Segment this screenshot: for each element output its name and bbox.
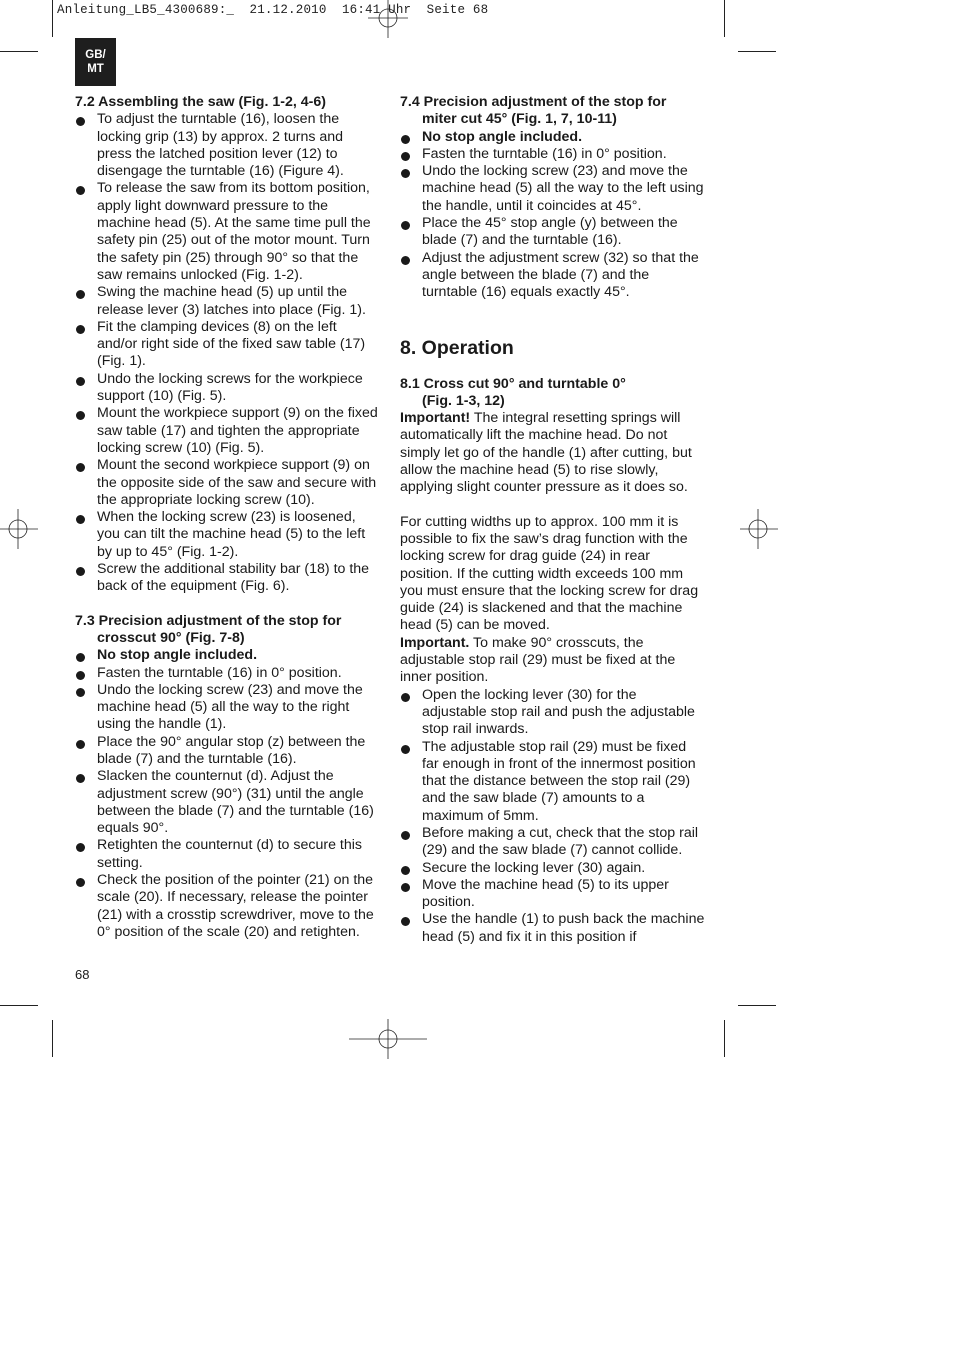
list-item: Slacken the counternut (d). Adjust the adjustment screw (90°) (31) until the angle between the blade (7) and the turntable (16) equals 90°. — [75, 768, 380, 837]
section-7-4-heading — [400, 94, 705, 129]
list-item: Place the 45° stop angle (y) between the blade (7) and the turntable (16). — [400, 215, 705, 250]
important-note-2 — [400, 635, 705, 687]
list-item: Adjust the adjustment screw (32) so that the angle between the blade (7) and the turntable (16) equals exactly 45°. — [400, 250, 705, 302]
list-item: To adjust the turntable (16), loosen the locking grip (13) by approx. 2 turns and press the latched position lever (12) to disengage the turntable (16) (Figure 4). — [75, 111, 380, 180]
list-item: Open the locking lever (30) for the adjustable stop rail and push the adjustable stop rail inwards. — [400, 687, 705, 739]
crop-mark — [0, 1005, 38, 1006]
list-item: To release the saw from its bottom position, apply light downward pressure to the machine head (5). At the same time pull the safety pin (25) out of the motor mount. Turn the safety pin (25) through 90° so that the saw remains unlocked (Fig. 1-2). — [75, 180, 380, 284]
section-7-3-heading-line1: 7.3 Precision adjustment of the stop for — [75, 612, 342, 629]
section-7-4-heading-line1: 7.4 Precision adjustment of the stop for — [400, 94, 667, 110]
important-text: To make 90° crosscuts, the adjustable stop rail (29) must be fixed at the inner position. — [400, 634, 676, 686]
list-item: Fasten the turntable (16) in 0° position. — [75, 665, 380, 682]
right-column — [400, 94, 705, 946]
section-7-2-heading: 7.2 Assembling the saw (Fig. 1-2, 4-6) — [75, 94, 326, 110]
drag-guide-paragraph: For cutting widths up to approx. 100 mm it is possible to fix the saw’s drag function with the locking screw for drag guide (24) in rear position. If the cutting width exceeds 100 mm you must ensure that the locking screw for drag guide (24) is slackened and that the machine head (5) can be moved. — [400, 513, 699, 634]
registration-mark-icon — [738, 509, 778, 549]
left-column — [75, 94, 380, 941]
crop-mark — [738, 51, 776, 52]
important-label: Important. — [400, 634, 470, 651]
crop-mark — [0, 51, 38, 52]
list-item: No stop angle included. — [75, 647, 380, 664]
list-item: Screw the additional stability bar (18) to the back of the equipment (Fig. 6). — [75, 561, 380, 596]
important-note-1 — [400, 410, 705, 496]
section-8-1-list — [400, 687, 705, 946]
registration-mark-icon — [368, 0, 408, 40]
section-7-4-heading-line2: miter cut 45° (Fig. 1, 7, 10-11) — [422, 111, 617, 128]
crop-mark — [738, 1005, 776, 1006]
list-item: Undo the locking screw (23) and move the machine head (5) all the way to the right using the handle (1). — [75, 682, 380, 734]
list-item: Fit the clamping devices (8) on the left and/or right side of the fixed saw table (17) (Fig. 1). — [75, 319, 380, 371]
section-8-heading: 8. Operation — [400, 336, 514, 359]
crop-mark — [724, 1020, 725, 1057]
language-badge — [75, 38, 116, 86]
list-item: Before making a cut, check that the stop rail (29) and the saw blade (7) cannot collide. — [400, 825, 705, 860]
list-item: When the locking screw (23) is loosened, you can tilt the machine head (5) to the left by up to 45° (Fig. 1-2). — [75, 509, 380, 561]
list-item: Secure the locking lever (30) again. — [400, 860, 705, 877]
list-item: Undo the locking screws for the workpiece support (10) (Fig. 5). — [75, 371, 380, 406]
section-8-1-heading-line2: (Fig. 1-3, 12) — [422, 392, 505, 409]
section-7-3-heading — [75, 613, 380, 648]
list-item: Use the handle (1) to push back the machine head (5) and fix it in this position if — [400, 911, 705, 946]
crop-mark — [52, 0, 53, 37]
list-item: Swing the machine head (5) up until the release lever (3) latches into place (Fig. 1). — [75, 284, 380, 319]
registration-mark-icon — [0, 509, 40, 549]
important-label: Important! — [400, 410, 471, 427]
crop-mark — [52, 1020, 53, 1057]
print-slug: Anleitung_LB5_4300689:_ 21.12.2010 16:41 Uhr Seite 68 — [57, 3, 489, 17]
section-7-3-list — [75, 647, 380, 941]
crop-mark — [724, 0, 725, 37]
section-8-1-heading-line1: 8.1 Cross cut 90° and turntable 0° — [400, 375, 626, 392]
language-badge-line1: GB/ — [85, 49, 106, 61]
section-7-4-list — [400, 129, 705, 302]
list-item: Place the 90° angular stop (z) between the blade (7) and the turntable (16). — [75, 734, 380, 769]
list-item: Undo the locking screw (23) and move the machine head (5) all the way to the left using the handle, until it coincides at 45°. — [400, 163, 705, 215]
list-item: Retighten the counternut (d) to secure this setting. — [75, 837, 380, 872]
list-item: Move the machine head (5) to its upper position. — [400, 877, 705, 912]
section-8-1-heading — [400, 376, 705, 411]
list-item: Mount the workpiece support (9) on the fixed saw table (17) and tighten the appropriate locking screw (10) (Fig. 5). — [75, 405, 380, 457]
list-item: The adjustable stop rail (29) must be fixed far enough in front of the innermost position that the distance between the stop rail (29) and the saw blade (7) amounts to a maximum of 5mm. — [400, 739, 705, 825]
section-7-2-list — [75, 111, 380, 595]
list-item: No stop angle included. — [400, 129, 705, 146]
list-item: Fasten the turntable (16) in 0° position. — [400, 146, 705, 163]
registration-mark-icon — [349, 1019, 427, 1059]
list-item: Mount the second workpiece support (9) on the opposite side of the saw and secure with the appropriate locking screw (10). — [75, 457, 380, 509]
section-7-3-heading-line2: crosscut 90° (Fig. 7-8) — [97, 629, 245, 646]
language-badge-line2: MT — [87, 63, 104, 75]
page-number: 68 — [75, 967, 90, 982]
list-item: Check the position of the pointer (21) on the scale (20). If necessary, release the pointer (21) with a crosstip screwdriver, move to the 0° position of the scale (20) and retighten. — [75, 872, 380, 941]
important-text: The integral resetting springs will automatically lift the machine head. Do not simply let go of the handle (1) after cutting, but allow the machine head (5) to rise slowly, applying slight counter pressure as it does so. — [400, 410, 692, 496]
